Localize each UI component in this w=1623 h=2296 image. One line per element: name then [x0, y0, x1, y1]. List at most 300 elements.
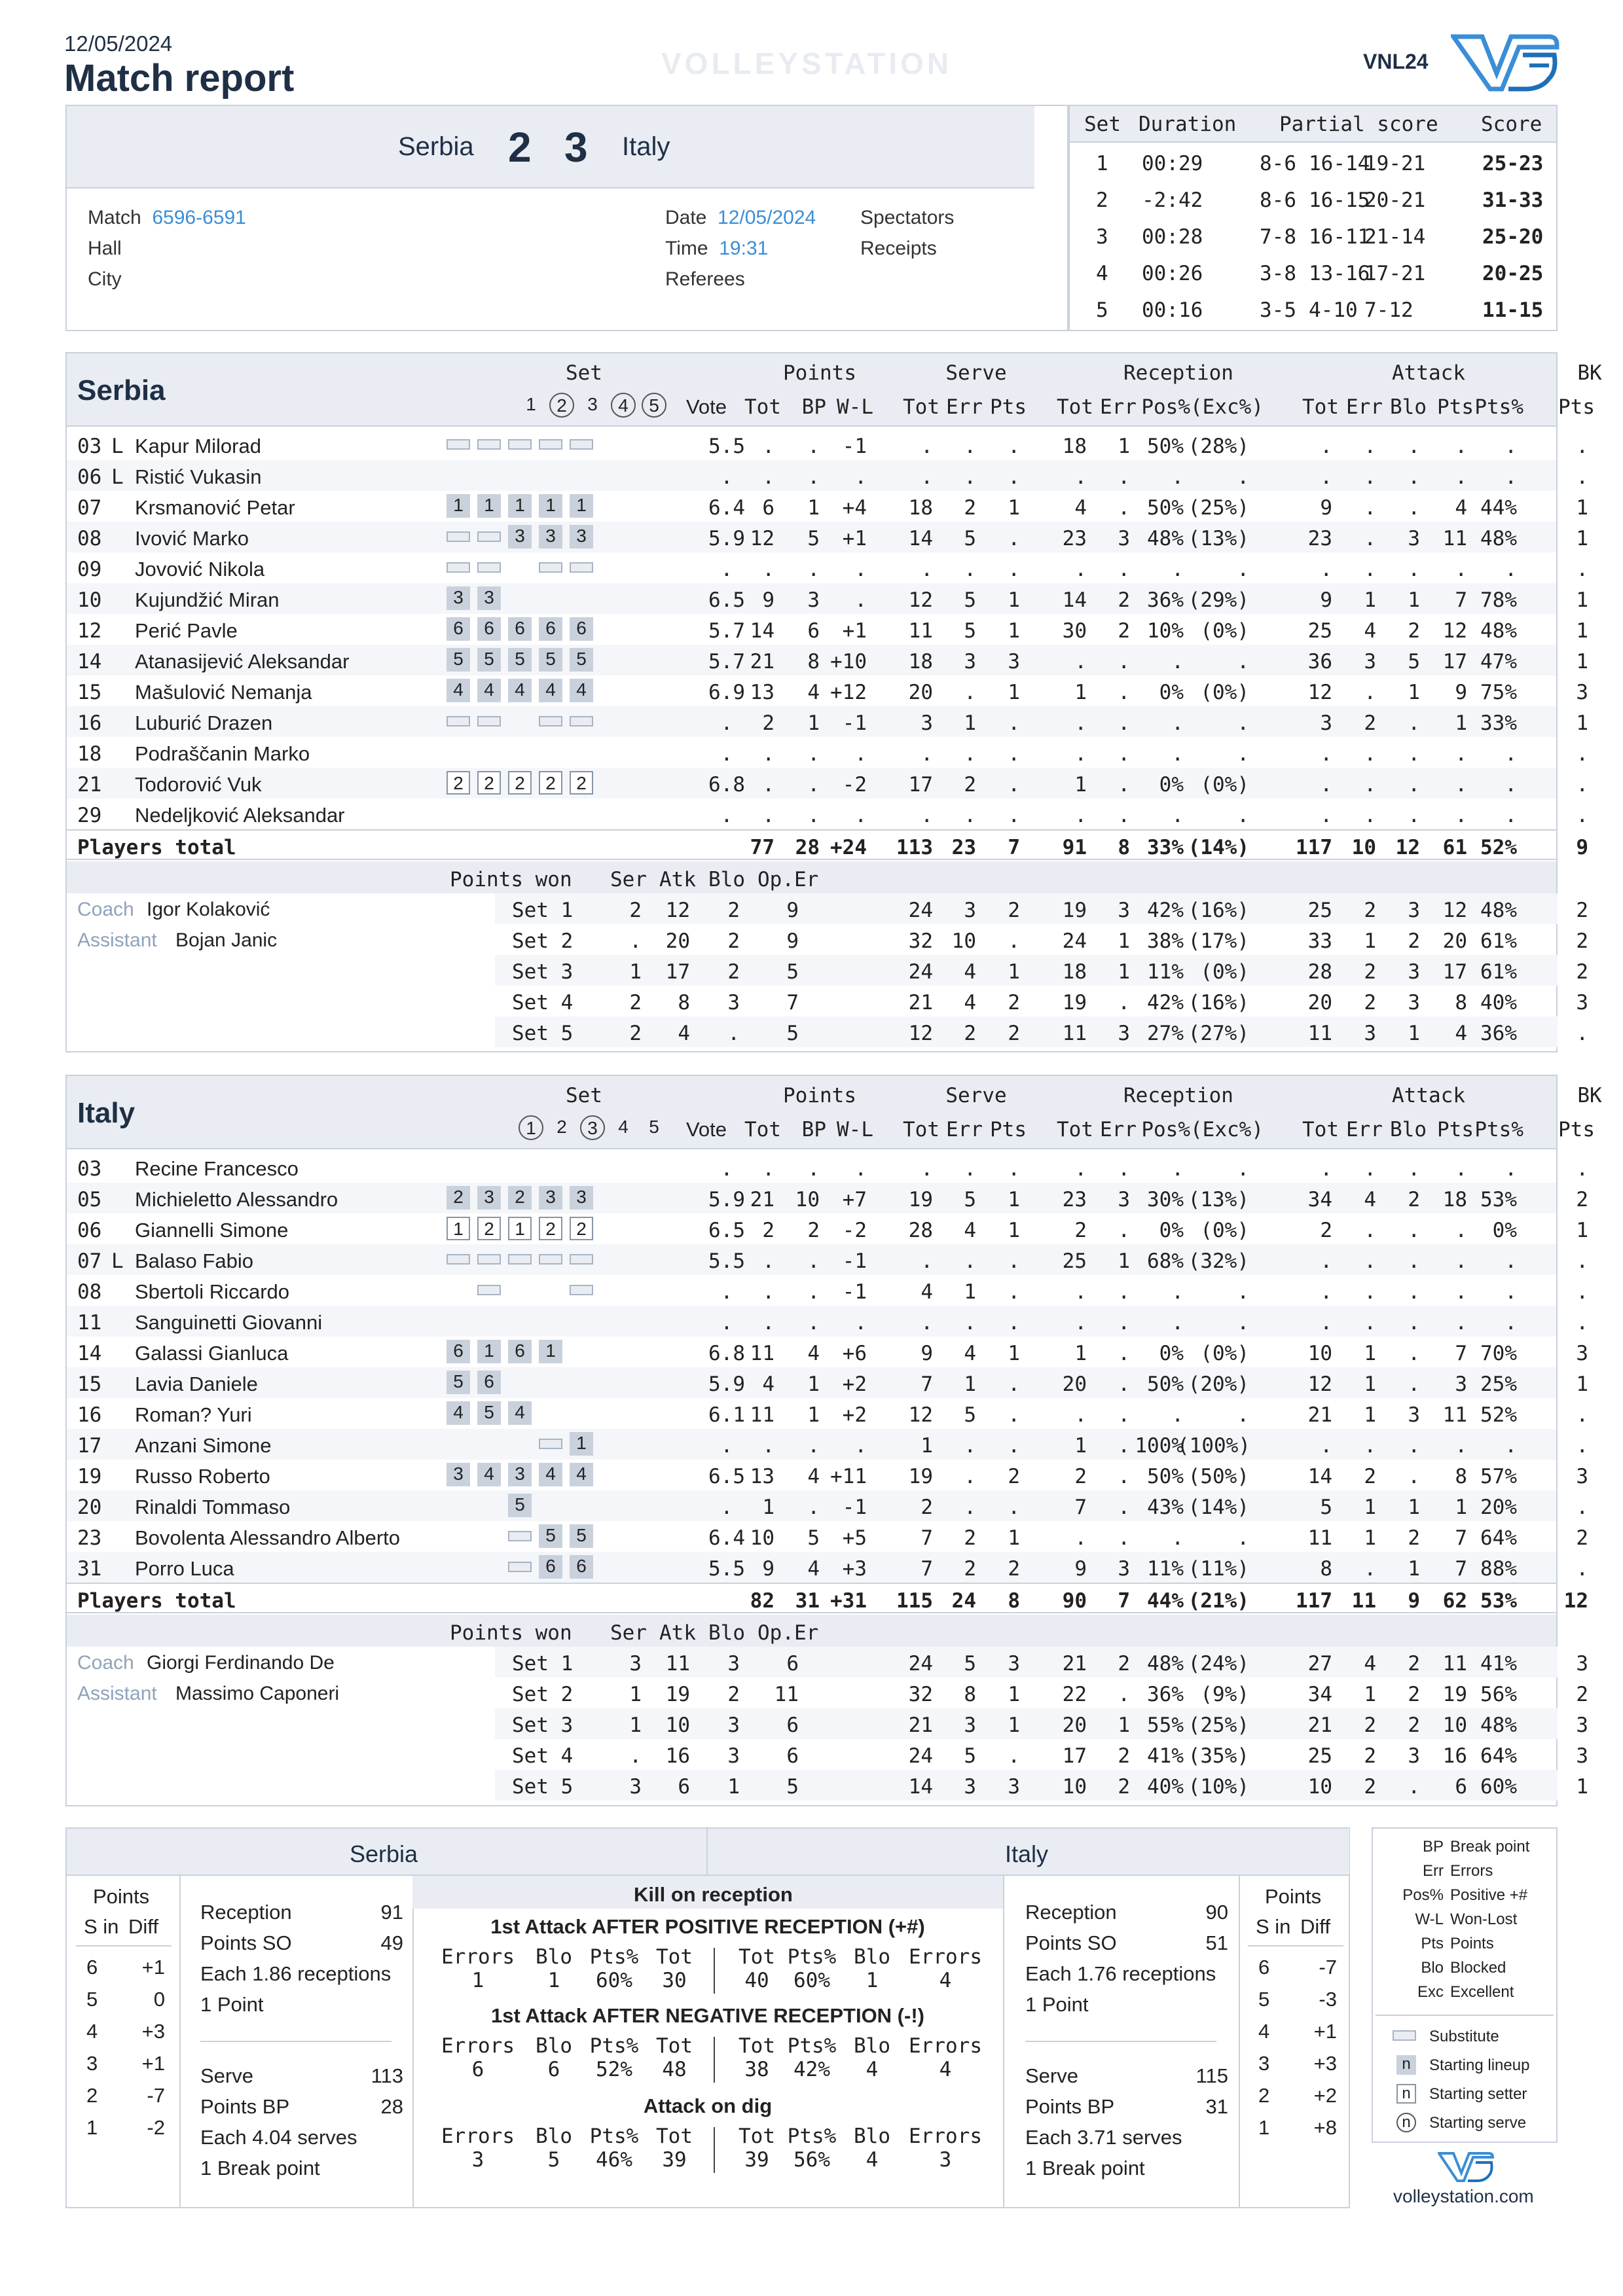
lineup-position: 1: [508, 1217, 532, 1240]
stat-cell: 11: [1442, 527, 1467, 550]
kill-col-head: Pts%: [787, 2034, 837, 2058]
stat-cell: .: [1118, 1434, 1130, 1458]
stat-cell: 17: [908, 773, 933, 797]
player-name: Anzani Simone: [135, 1434, 272, 1457]
stat-cell: .: [1074, 804, 1087, 827]
stat-cell: .: [1364, 1434, 1376, 1458]
player-row: [67, 1460, 1588, 1490]
stat-cell: .: [1171, 650, 1184, 673]
set-stat-cell: 19: [1062, 991, 1087, 1014]
stat-cell: .: [1237, 742, 1249, 766]
substitute-marker: [539, 1439, 562, 1449]
set-stat-cell: (35%): [1188, 1744, 1249, 1768]
stat-cell: 3: [1576, 1465, 1588, 1488]
stat-cell: 14: [908, 527, 933, 550]
set-stat-cell: 1: [1364, 1683, 1376, 1706]
kill-value: 30: [662, 1969, 687, 1992]
substitute-marker: [477, 1285, 501, 1295]
stat-cell: .: [1171, 742, 1184, 766]
stat-cell: +2: [842, 1403, 867, 1427]
stat-cell: 17: [1442, 650, 1467, 673]
stat-cell: .: [807, 1434, 820, 1458]
stat-cell: 5.5: [708, 1557, 745, 1581]
stat-cell: 14: [1307, 1465, 1332, 1488]
stat-cell: 1: [1576, 619, 1588, 643]
rotation-diff: +1: [141, 2052, 165, 2075]
sets-cell: 8-6: [1260, 152, 1296, 175]
assistant-name: Bojan Janic: [175, 929, 278, 951]
lineup-position: 5: [539, 1524, 562, 1548]
set-stat-cell: 2: [629, 899, 642, 922]
stat-cell: 4: [1455, 496, 1467, 520]
stat-cell: .: [964, 1465, 976, 1488]
player-number: 07: [77, 1249, 102, 1273]
set-stat-cell: 33: [1307, 929, 1332, 953]
set-stat-cell: 1: [1364, 929, 1376, 953]
col-sub: Tot: [903, 395, 939, 419]
stat-cell: 5: [807, 527, 820, 550]
reception-label: Reception: [200, 1901, 292, 1924]
stat-cell: .: [1455, 1311, 1467, 1335]
substitute-marker: [477, 1254, 501, 1265]
player-name: Perić Pavle: [135, 619, 238, 642]
stat-cell: 30%: [1147, 1188, 1184, 1211]
lineup-position: 5: [447, 648, 470, 672]
player-number: 16: [77, 1403, 102, 1427]
stat-cell: 1: [1576, 496, 1588, 520]
substitute-marker: [1393, 2030, 1416, 2041]
stat-cell: .: [1408, 465, 1420, 489]
stat-cell: 1: [807, 1403, 820, 1427]
set-stat-cell: 2: [1118, 1652, 1130, 1676]
kill-col-head: Tot: [656, 1945, 693, 1969]
attack-section-title: 1st Attack AFTER POSITIVE RECEPTION (+#): [490, 1915, 925, 1938]
player-row: [67, 768, 1588, 798]
stat-cell: 25: [1062, 1249, 1087, 1273]
libero-flag: L: [111, 435, 124, 458]
stat-cell: 78%: [1480, 588, 1517, 612]
stat-cell: 0%: [1159, 773, 1184, 797]
stat-cell: 6.5: [708, 1219, 745, 1242]
stat-cell: .: [762, 1157, 775, 1181]
set-stat-cell: 11%: [1147, 960, 1184, 984]
lineup-position: 1: [570, 494, 593, 518]
kill-value: 52%: [596, 2058, 632, 2081]
player-name: Roman? Yuri: [135, 1403, 252, 1426]
stat-cell: .: [1576, 1496, 1588, 1519]
points-won-header: [67, 1615, 1556, 1647]
stat-cell: (50%): [1188, 1465, 1249, 1488]
col-sub: Tot: [903, 1118, 939, 1141]
stat-cell: .: [720, 1496, 733, 1519]
stat-cell: .: [964, 1157, 976, 1181]
page-title: Match report: [64, 57, 295, 99]
setter-marker: n: [1396, 2084, 1416, 2104]
set-stat-cell: 5: [786, 960, 799, 984]
stat-cell: .: [1320, 1434, 1332, 1458]
player-row: [67, 1552, 1588, 1583]
stat-cell: .: [1074, 1526, 1087, 1550]
stat-cell: .: [1364, 681, 1376, 704]
referees-label: Referees: [665, 268, 745, 290]
summary-team-a: Serbia: [350, 1840, 418, 1867]
stat-cell: .: [854, 465, 867, 489]
serve-label: Serve: [200, 2064, 253, 2087]
stat-cell: 10: [750, 1526, 775, 1550]
set-stat-cell: 1: [1576, 1775, 1588, 1799]
sets-cell: 4: [1096, 262, 1108, 285]
col-group-attack: Attack: [1392, 1084, 1465, 1107]
stat-cell: .: [720, 1311, 733, 1335]
kill-col-head: Pts%: [787, 2125, 837, 2148]
set-stat-cell: 9: [786, 899, 799, 922]
substitute-marker: [508, 1254, 532, 1265]
lineup-position: 5: [570, 648, 593, 672]
player-number: 05: [77, 1188, 102, 1211]
kill-title: Kill on reception: [634, 1883, 793, 1906]
s-in-label: S in: [1256, 1915, 1291, 1938]
stat-cell: .: [1171, 1157, 1184, 1181]
col-group-points: Points: [783, 361, 856, 385]
stat-cell: .: [1008, 1434, 1020, 1458]
stat-cell: 11: [908, 619, 933, 643]
stat-cell: 18: [1442, 1188, 1467, 1211]
stat-cell: .: [807, 558, 820, 581]
kill-value: 39: [662, 2148, 687, 2172]
diff-label: Diff: [128, 1915, 158, 1938]
set-stat-cell: 22: [1062, 1683, 1087, 1706]
stat-cell: .: [1008, 1280, 1020, 1304]
col-sub: Tot: [1302, 395, 1339, 419]
points-won-sub: Atk: [659, 868, 696, 891]
stat-cell: .: [921, 558, 933, 581]
set-stat-cell: 21: [1062, 1652, 1087, 1676]
player-name: Lavia Daniele: [135, 1372, 258, 1395]
legend-divider: [1376, 2015, 1554, 2016]
total-cell: 113: [896, 836, 933, 859]
set-stat-cell: 12: [1442, 899, 1467, 922]
set-label: Set 3: [512, 1713, 574, 1737]
stat-cell: +2: [842, 1372, 867, 1396]
stat-cell: 30: [1062, 619, 1087, 643]
players-total-label: Players total: [77, 836, 236, 859]
legend-desc: Excellent: [1450, 1983, 1514, 2001]
volleystation-small-logo-icon: [1438, 2151, 1494, 2185]
set-stat-cell: 27%: [1147, 1022, 1184, 1045]
col-sub: Pos%: [1141, 1118, 1190, 1141]
stat-cell: .: [1320, 558, 1332, 581]
substitute-marker: [508, 1562, 532, 1572]
set-row: [67, 955, 1588, 986]
sets-cell: -2:42: [1142, 188, 1203, 212]
total-cell: 12: [1563, 1589, 1588, 1613]
stat-cell: .: [1504, 1311, 1517, 1335]
col-group-bk: BK: [1577, 1084, 1602, 1107]
divider: [179, 1876, 181, 2208]
players-total-row: [67, 829, 1588, 860]
substitute-marker: [447, 562, 470, 573]
set-stat-cell: 41%: [1147, 1744, 1184, 1768]
stat-cell: .: [921, 465, 933, 489]
sets-header-cell: Set: [1084, 113, 1121, 136]
stat-cell: .: [921, 742, 933, 766]
kill-value: 4: [866, 2148, 879, 2172]
stat-cell: 13: [750, 1465, 775, 1488]
rotation-diff: +8: [1313, 2116, 1337, 2139]
stat-cell: (13%): [1188, 527, 1249, 550]
stat-cell: .: [1320, 1280, 1332, 1304]
set-stat-cell: 2: [964, 1022, 976, 1045]
kill-col-head: Blo: [854, 2125, 890, 2148]
stat-cell: 4: [807, 681, 820, 704]
lineup-position: 6: [539, 617, 562, 641]
lineup-position: 2: [508, 1186, 532, 1210]
set-stat-cell: 19: [1442, 1683, 1467, 1706]
player-name: Michieletto Alessandro: [135, 1188, 338, 1211]
rotation-diff: +3: [1313, 2052, 1337, 2075]
lineup-position: 2: [539, 1217, 562, 1240]
player-number: 29: [77, 804, 102, 827]
col-sub: (Exc%): [1190, 1118, 1264, 1141]
stat-cell: 20: [908, 681, 933, 704]
stat-cell: 4: [1364, 1188, 1376, 1211]
lineup-position: 6: [570, 1555, 593, 1579]
coach-name: Giorgi Ferdinando De: [147, 1652, 335, 1674]
stat-cell: +11: [830, 1465, 867, 1488]
stat-cell: .: [1504, 465, 1517, 489]
lineup-position: 4: [570, 679, 593, 702]
player-row: [67, 614, 1588, 645]
player-name: Atanasijević Aleksandar: [135, 650, 350, 673]
col-sub: W-L: [837, 1118, 873, 1141]
stat-cell: 3: [1008, 650, 1020, 673]
lineup-position: 3: [477, 586, 501, 610]
set-stat-cell: 5: [964, 1652, 976, 1676]
set-stat-cell: 1: [1008, 1713, 1020, 1737]
player-number: 23: [77, 1526, 102, 1550]
set-stat-cell: 36%: [1147, 1683, 1184, 1706]
stat-cell: -1: [842, 711, 867, 735]
stat-cell: .: [964, 435, 976, 458]
kill-value: 3: [939, 2148, 952, 2172]
set-stat-cell: 2: [1008, 899, 1020, 922]
player-name: Galassi Gianluca: [135, 1342, 289, 1365]
player-row: [67, 737, 1588, 768]
stat-cell: 2: [964, 1557, 976, 1581]
set-label: Set 2: [512, 1683, 574, 1706]
legend-abbr: W-L: [1415, 1910, 1444, 1928]
rotation-diff: +1: [1313, 2020, 1337, 2043]
set-stat-cell: 2: [1576, 899, 1588, 922]
stat-cell: 7: [1455, 588, 1467, 612]
col-sub: Tot: [1057, 395, 1093, 419]
stat-cell: .: [1118, 1465, 1130, 1488]
stat-cell: .: [807, 1311, 820, 1335]
serve-marker: n: [1396, 2113, 1416, 2132]
set-stat-cell: (25%): [1188, 1713, 1249, 1737]
rotation-number: 5: [1258, 1988, 1270, 2011]
serve-value: 113: [371, 2064, 403, 2087]
substitute-marker: [539, 1254, 562, 1265]
col-sub: Tot: [1302, 1118, 1339, 1141]
stat-cell: .: [1455, 1249, 1467, 1273]
stat-cell: 2: [1364, 1465, 1376, 1488]
set-stat-cell: 4: [1364, 1652, 1376, 1676]
stat-cell: -1: [842, 1249, 867, 1273]
team-a-table: [65, 352, 1602, 1052]
stat-cell: .: [1008, 1403, 1020, 1427]
stat-cell: 3: [1320, 711, 1332, 735]
set-number: 4: [611, 393, 636, 418]
stat-cell: .: [807, 1249, 820, 1273]
stat-cell: 2: [1008, 1557, 1020, 1581]
legend-symbol-label: Starting lineup: [1429, 2056, 1530, 2074]
stat-cell: +4: [842, 496, 867, 520]
stat-cell: .: [854, 742, 867, 766]
set-stat-cell: 42%: [1147, 899, 1184, 922]
col-sub: Tot: [1057, 1118, 1093, 1141]
stat-cell: .: [1408, 1434, 1420, 1458]
set-stat-cell: 18: [1062, 960, 1087, 984]
set-stat-cell: (10%): [1188, 1775, 1249, 1799]
serve-label: Serve: [1025, 2064, 1078, 2087]
set-stat-cell: 6: [678, 1775, 690, 1799]
col-sub: Err: [1100, 395, 1137, 419]
stat-cell: 4: [807, 1557, 820, 1581]
total-cell: 24: [951, 1589, 976, 1613]
set-number: 2: [549, 393, 574, 418]
stat-cell: 1: [1008, 619, 1020, 643]
competition-label: VNL24: [1363, 50, 1429, 73]
divider: [1239, 1876, 1240, 2208]
stat-cell: .: [1364, 1157, 1376, 1181]
stat-cell: .: [921, 1311, 933, 1335]
player-number: 31: [77, 1557, 102, 1581]
team-a-score: 2: [508, 124, 532, 171]
total-cell: +24: [830, 836, 867, 859]
lineup-position: 2: [477, 1217, 501, 1240]
set-number: 5: [649, 1117, 659, 1137]
lineup-position: 4: [447, 1401, 470, 1425]
stat-cell: .: [1504, 1249, 1517, 1273]
total-cell: 90: [1062, 1589, 1087, 1613]
player-name: Luburić Drazen: [135, 711, 273, 734]
stat-cell: (100%): [1177, 1434, 1250, 1458]
sets-header-cell: Duration: [1139, 113, 1237, 136]
stat-cell: (0%): [1200, 1219, 1249, 1242]
set-stat-cell: 41%: [1480, 1652, 1517, 1676]
lineup-position: 5: [539, 648, 562, 672]
stat-cell: .: [1455, 1157, 1467, 1181]
stat-cell: 11: [1307, 1526, 1332, 1550]
team-header: [67, 353, 1602, 427]
summary-box: [65, 1827, 1350, 2208]
stat-cell: .: [1364, 527, 1376, 550]
stat-cell: 47%: [1480, 650, 1517, 673]
set-stat-cell: 2: [629, 1022, 642, 1045]
serbia-team-name: Serbia: [77, 374, 166, 406]
set-stat-cell: 8: [678, 991, 690, 1014]
stat-cell: .: [1118, 681, 1130, 704]
player-row: [67, 460, 1588, 491]
stat-cell: 1: [807, 496, 820, 520]
total-cell: 44%: [1147, 1589, 1184, 1613]
kill-value: 4: [866, 2058, 879, 2081]
sets-cell: 16-11: [1309, 225, 1370, 249]
stat-cell: .: [1408, 742, 1420, 766]
set-stat-cell: 24: [1062, 929, 1087, 953]
set-stat-cell: 2: [727, 1683, 740, 1706]
player-number: 19: [77, 1465, 102, 1488]
set-stat-cell: 40%: [1147, 1775, 1184, 1799]
stat-cell: .: [1237, 804, 1249, 827]
set-row: [67, 1677, 1588, 1708]
stat-cell: 3: [1576, 681, 1588, 704]
col-sub: Pts%: [1474, 1118, 1523, 1141]
stat-cell: 2: [1008, 1465, 1020, 1488]
set-stat-cell: 5: [786, 1022, 799, 1045]
player-name: Nedeljković Aleksandar: [135, 804, 345, 827]
stat-cell: .: [854, 558, 867, 581]
stat-cell: .: [1008, 1372, 1020, 1396]
set-stat-cell: 38%: [1147, 929, 1184, 953]
total-cell: 9: [1576, 836, 1588, 859]
stat-cell: 1: [1364, 1342, 1376, 1365]
stat-cell: 1: [1576, 711, 1588, 735]
set-stat-cell: 1: [629, 1683, 642, 1706]
substitute-marker: [508, 1531, 532, 1541]
legend-abbr: BP: [1422, 1838, 1444, 1856]
stat-cell: 6.4: [708, 496, 745, 520]
stat-cell: .: [1118, 1526, 1130, 1550]
rotation-number: 2: [86, 2084, 98, 2107]
kill-col-head: Pts%: [589, 2034, 639, 2058]
stat-cell: .: [1074, 465, 1087, 489]
stat-cell: .: [1118, 650, 1130, 673]
lineup-position: 4: [477, 679, 501, 702]
players-total-row: [67, 1583, 1588, 1613]
stat-cell: .: [1008, 742, 1020, 766]
set-stat-cell: 16: [1442, 1744, 1467, 1768]
stat-cell: 6.5: [708, 588, 745, 612]
stat-cell: 5: [964, 1188, 976, 1211]
kill-col-head: Tot: [656, 2034, 693, 2058]
stat-cell: 10: [1307, 1342, 1332, 1365]
stat-cell: .: [1237, 1311, 1249, 1335]
rotation-diff: +1: [141, 1956, 165, 1979]
stat-cell: 5: [1320, 1496, 1332, 1519]
player-name: Rinaldi Tommaso: [135, 1496, 291, 1518]
player-row: [67, 583, 1588, 614]
set-stat-cell: 42%: [1147, 991, 1184, 1014]
set-stat-cell: 2: [727, 929, 740, 953]
kill-col-head: Pts%: [589, 1945, 639, 1969]
stat-cell: .: [1576, 465, 1588, 489]
col-sub: Tot: [744, 1118, 781, 1141]
legend-desc: Points: [1450, 1935, 1494, 1952]
set-stat-cell: .: [1408, 1775, 1420, 1799]
sets-cell: 00:16: [1142, 298, 1203, 322]
team-b-score: 3: [564, 124, 588, 171]
set-stat-cell: 6: [786, 1713, 799, 1737]
team-b-table: [65, 1075, 1602, 1806]
set-stat-cell: 16: [665, 1744, 690, 1768]
set-stat-cell: 3: [1118, 899, 1130, 922]
set-stat-cell: 11: [1442, 1652, 1467, 1676]
substitute-marker: [570, 716, 593, 726]
italy-team-name: Italy: [77, 1097, 136, 1129]
set-label: Set 1: [512, 1652, 574, 1676]
